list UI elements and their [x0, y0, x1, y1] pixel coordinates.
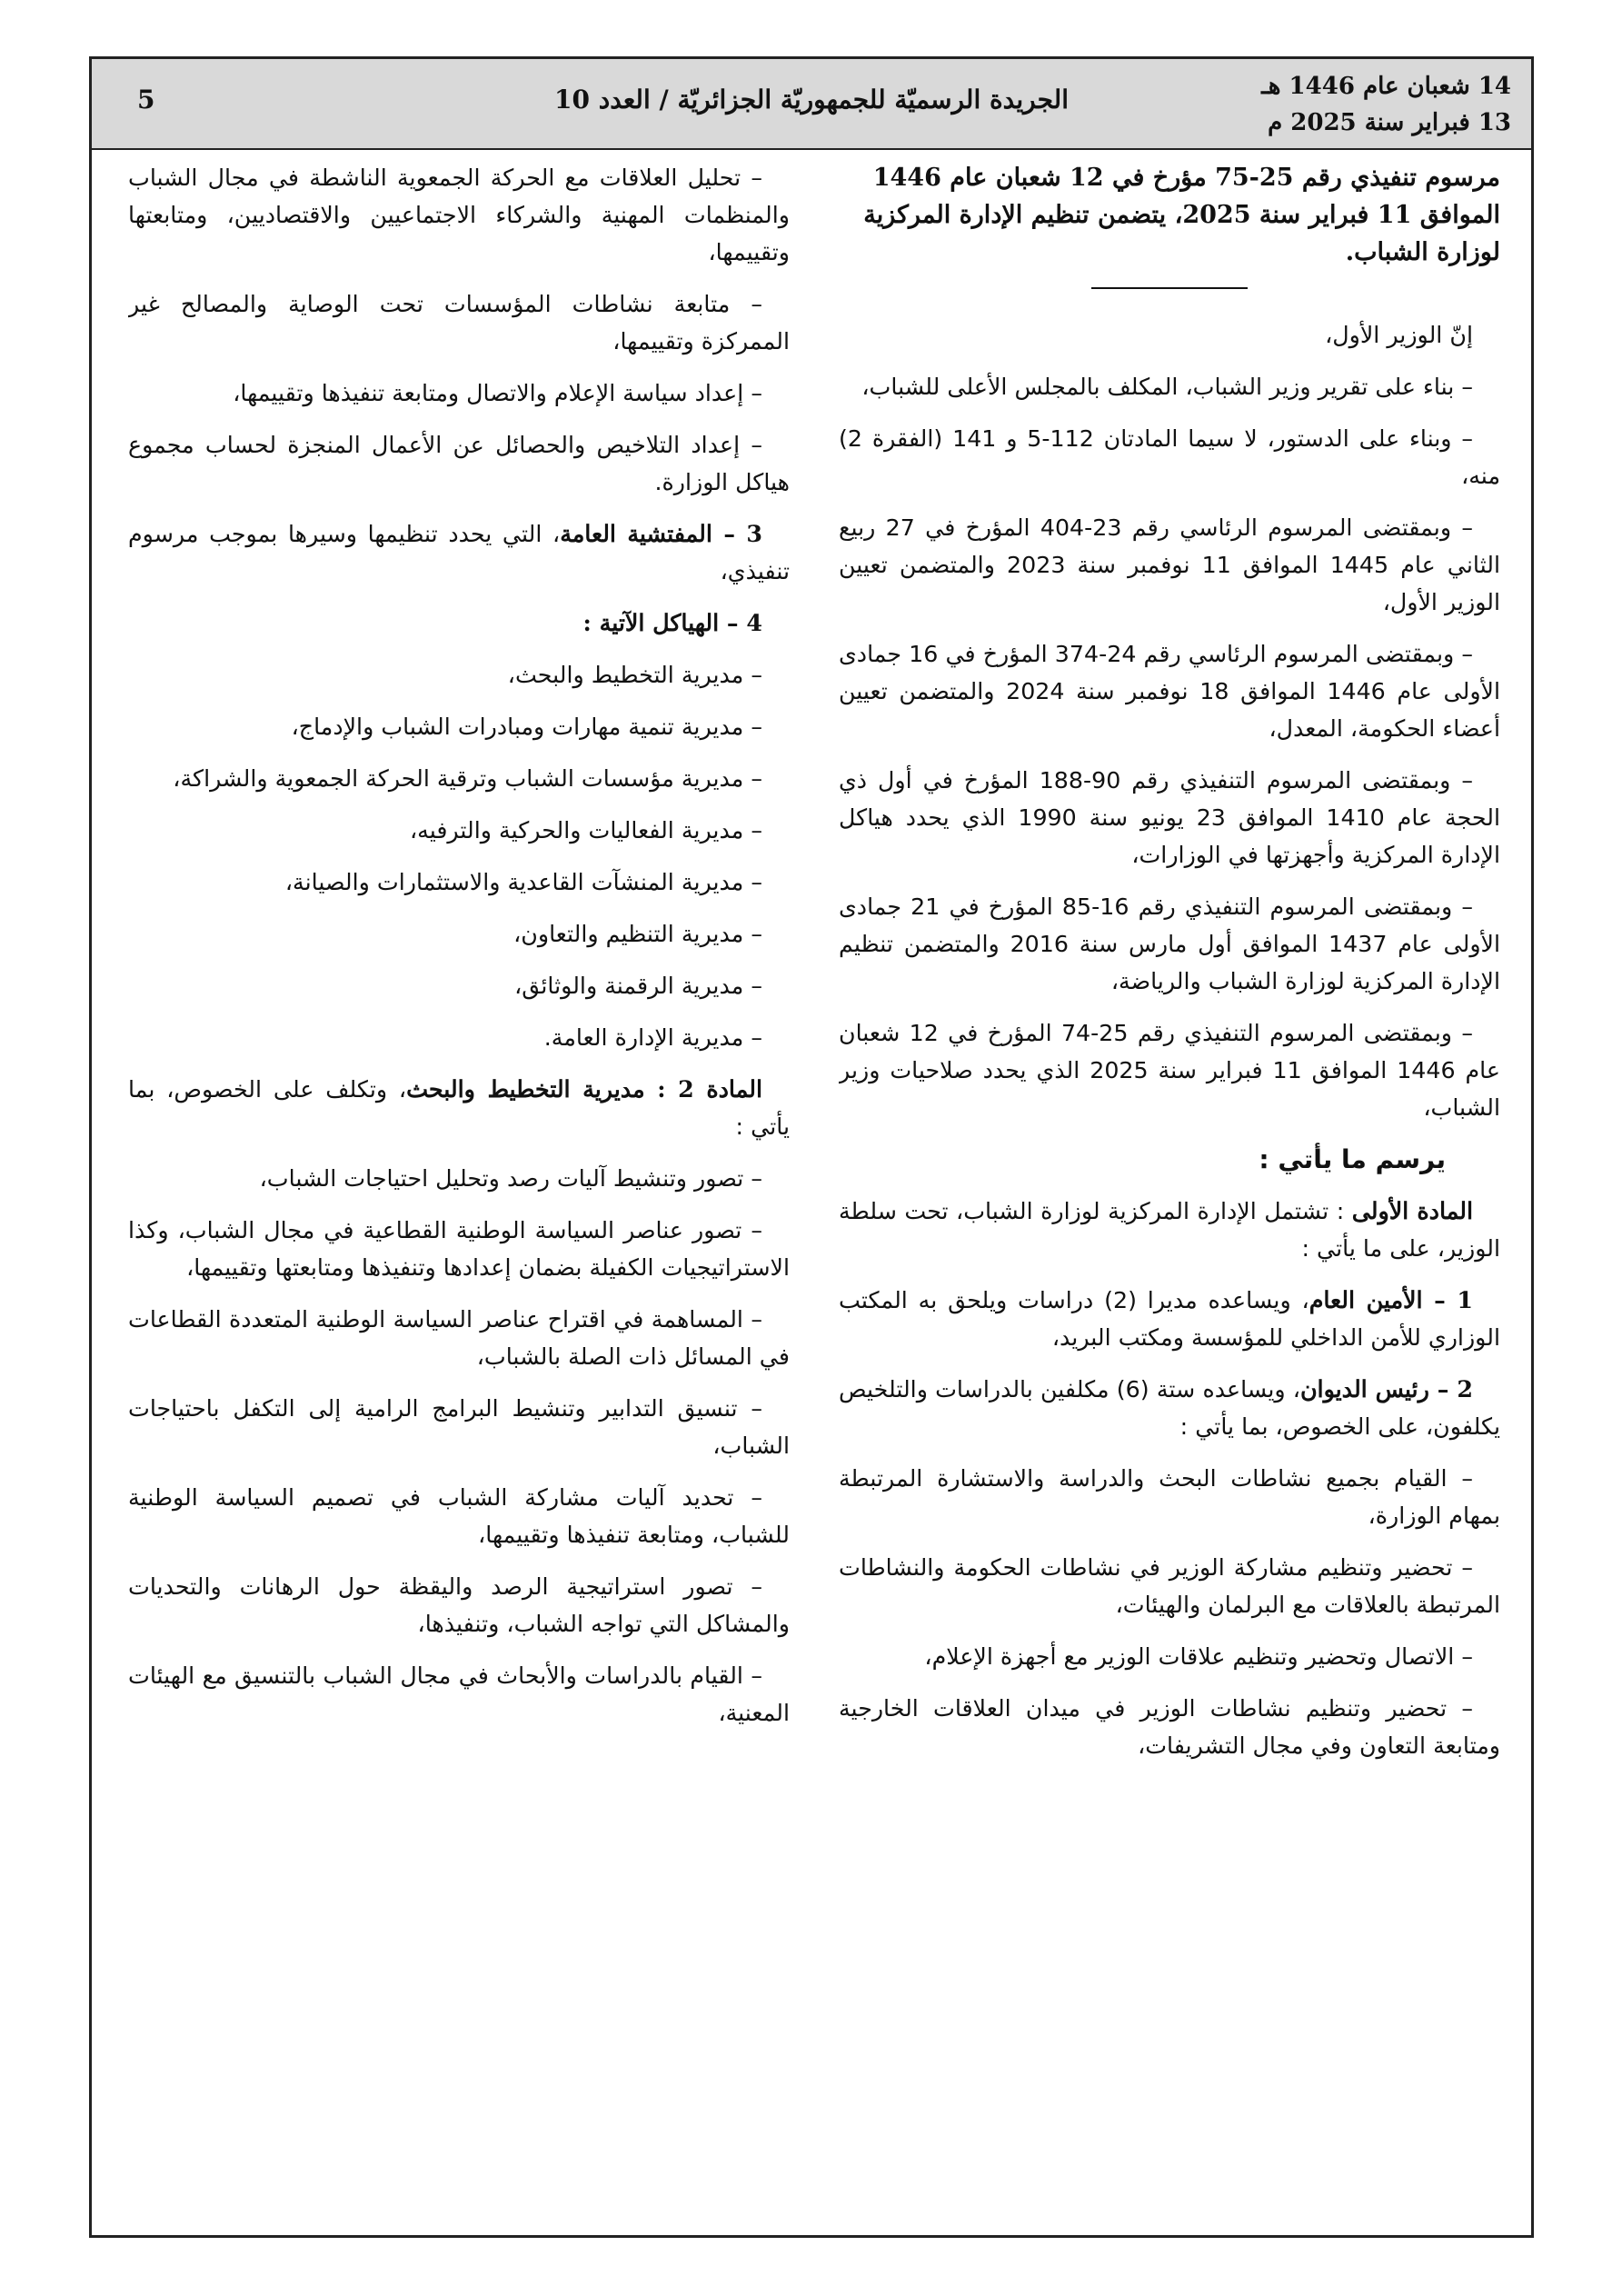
decrees-heading: يرسم ما يأتي :	[1259, 1144, 1446, 1174]
article-2-text: ، وتكلف على الخصوص، بما يأتي :	[128, 1076, 790, 1140]
directorate-item: – مديرية مؤسسات الشباب وترقية الحركة الجمعوية والشراكة،	[173, 765, 762, 792]
page-number: 5	[137, 85, 155, 115]
article-1-text: : تشتمل الإدارة المركزية لوزارة الشباب، تحت سلطة الوزير، على ما يأتي :	[839, 1198, 1500, 1262]
directorate-item: – مديرية الإدارة العامة.	[543, 1024, 762, 1051]
article-2-label: المادة 2 : مديرية التخطيط والبحث	[406, 1075, 762, 1103]
task-paragraph: – متابعة نشاطات المؤسسات تحت الوصاية والمصالح غير الممركزة وتقييمها،	[128, 291, 790, 354]
task-paragraph: – المساهمة في اقتراح عناصر السياسة الوطنية المتعددة القطاعات في المسائل ذات الصلة بالشباب،	[128, 1306, 790, 1370]
decree-title: مرسوم تنفيذي رقم 25-75 مؤرخ في 12 شعبان عام 1446 الموافق 11 فبراير سنة 2025، يتضمن تنظيم الإدارة المركزية لوزارة الشباب.	[863, 164, 1500, 266]
item-4	[128, 604, 790, 642]
task-paragraph: – تنسيق التدابير وتنشيط البرامج الرامية إلى التكفل باحتياجات الشباب،	[128, 1395, 790, 1459]
task-paragraph: – إعداد سياسة الإعلام والاتصال ومتابعة تنفيذها وتقييمها،	[233, 380, 762, 406]
task-paragraph: – القيام بجميع نشاطات البحث والدراسة والاستشارة المرتبطة بمهام الوزارة،	[839, 1465, 1500, 1529]
preamble-paragraph: – وبمقتضى المرسوم الرئاسي رقم 24-374 المؤرخ في 16 جمادى الأولى عام 1446 الموافق 18 نوفمبر سنة 2024 والمتضمن تعيين أعضاء الحكومة، المعدل،	[839, 641, 1500, 742]
journal-header	[92, 59, 1531, 150]
directorate-item: – مديرية التخطيط والبحث،	[507, 662, 762, 688]
opening-line: إنّ الوزير الأول،	[1325, 322, 1473, 348]
task-paragraph: – تصور استراتيجية الرصد واليقظة حول الرهانات والتحديات والمشاكل التي تواجه الشباب، وتنفيذها،	[128, 1573, 790, 1637]
task-paragraph: – تصور وتنشيط آليات رصد وتحليل احتياجات الشباب،	[259, 1165, 762, 1192]
directorate-item: – مديرية المنشآت القاعدية والاستثمارات والصيانة،	[284, 869, 762, 895]
task-paragraph: – تحليل العلاقات مع الحركة الجمعوية الناشطة في مجال الشباب والمنظمات المهنية والشركاء الاجتماعيين والاقتصاديين، ومتابعتها وتقييمها،	[128, 165, 790, 265]
page-frame	[89, 56, 1534, 2238]
task-paragraph: – تحضير وتنظيم مشاركة الوزير في نشاطات الحكومة والنشاطات المرتبطة بالعلاقات مع البرلمان والهيئات،	[839, 1554, 1500, 1618]
task-paragraph: – القيام بالدراسات والأبحاث في مجال الشباب بالتنسيق مع الهيئات المعنية،	[128, 1662, 790, 1726]
preamble-paragraph: – بناء على تقرير وزير الشباب، المكلف بالمجلس الأعلى للشباب،	[861, 374, 1473, 400]
item-3-label: 3 – المفتشية العامة	[560, 520, 763, 547]
article-1-label: المادة الأولى	[1351, 1197, 1474, 1224]
preamble-paragraph: – وبمقتضى المرسوم التنفيذي رقم 16-85 المؤرخ في 21 جمادى الأولى عام 1437 الموافق أول مارس سنة 2016 والمتضمن تنظيم الإدارة المركزية لوزارة الشباب والرياضة،	[839, 893, 1500, 994]
directorate-item: – مديرية الرقمنة والوثائق،	[514, 973, 762, 999]
item-3	[128, 515, 790, 590]
preamble-paragraph: – وبمقتضى المرسوم التنفيذي رقم 90-188 المؤرخ في أول ذي الحجة عام 1410 الموافق 23 يونيو سنة 1990 الذي يحدد هياكل الإدارة المركزية وأجهزتها في الوزارات،	[839, 767, 1500, 868]
task-paragraph: – الاتصال وتحضير وتنظيم علاقات الوزير مع أجهزة الإعلام،	[924, 1643, 1473, 1670]
item-2	[839, 1371, 1500, 1445]
title-divider	[1091, 287, 1248, 289]
article-1	[839, 1193, 1500, 1267]
left-column	[128, 159, 790, 2222]
item-3-text: ، التي يحدد تنظيمها وسيرها بموجب مرسوم تنفيذي،	[128, 521, 790, 584]
hijri-date: 14 شعبان عام 1446 هـ	[1261, 73, 1511, 100]
preamble-paragraph: – وبمقتضى المرسوم الرئاسي رقم 23-404 المؤرخ في 27 ربيع الثاني عام 1445 الموافق 11 نوفمبر سنة 2023 والمتضمن تعيين الوزير الأول،	[839, 514, 1500, 615]
gregorian-date: 13 فبراير سنة 2025 م	[1268, 109, 1511, 136]
right-column	[839, 159, 1500, 2222]
directorate-item: – مديرية الفعاليات والحركية والترفيه،	[409, 817, 762, 844]
item-1	[839, 1282, 1500, 1356]
task-paragraph: – تحضير وتنظيم نشاطات الوزير في ميدان العلاقات الخارجية ومتابعة التعاون وفي مجال التشريفات،	[839, 1695, 1500, 1759]
directorate-item: – مديرية التنظيم والتعاون،	[513, 921, 762, 947]
item-2-label: 2 – رئيس الديوان	[1299, 1375, 1473, 1403]
task-paragraph: – تحديد آليات مشاركة الشباب في تصميم السياسة الوطنية للشباب، ومتابعة تنفيذها وتقييمها،	[128, 1484, 790, 1548]
item-1-label: 1 – الأمين العام	[1309, 1286, 1473, 1313]
journal-title: الجريدة الرسميّة للجمهوريّة الجزائريّة / العدد 10	[554, 85, 1069, 115]
article-2	[128, 1071, 790, 1145]
item-4-label: 4 – الهياكل الآتية :	[582, 609, 762, 636]
preamble-paragraph: – وبناء على الدستور، لا سيما المادتان 112-5 و 141 (الفقرة 2) منه،	[839, 425, 1500, 489]
task-paragraph: – إعداد التلاخيص والحصائل عن الأعمال المنجزة لحساب مجموع هياكل الوزارة.	[128, 432, 790, 495]
item-1-text: ، ويساعده مديرا (2) دراسات ويلحق به المكتب الوزاري للأمن الداخلي للمؤسسة ومكتب البريد،	[839, 1287, 1500, 1351]
preamble-paragraph: – وبمقتضى المرسوم التنفيذي رقم 25-74 المؤرخ في 12 شعبان عام 1446 الموافق 11 فبراير سنة 2025 الذي يحدد صلاحيات وزير الشباب،	[839, 1020, 1500, 1121]
task-paragraph: – تصور عناصر السياسة الوطنية القطاعية في مجال الشباب، وكذا الاستراتيجيات الكفيلة بضمان إعدادها وتنفيذها ومتابعتها وتقييمها،	[128, 1217, 790, 1281]
item-2-text: ، ويساعده ستة (6) مكلفين بالدراسات والتلخيص يكلفون، على الخصوص، بما يأتي :	[839, 1376, 1500, 1440]
directorate-item: – مديرية تنمية مهارات ومبادرات الشباب والإدماج،	[291, 714, 762, 740]
